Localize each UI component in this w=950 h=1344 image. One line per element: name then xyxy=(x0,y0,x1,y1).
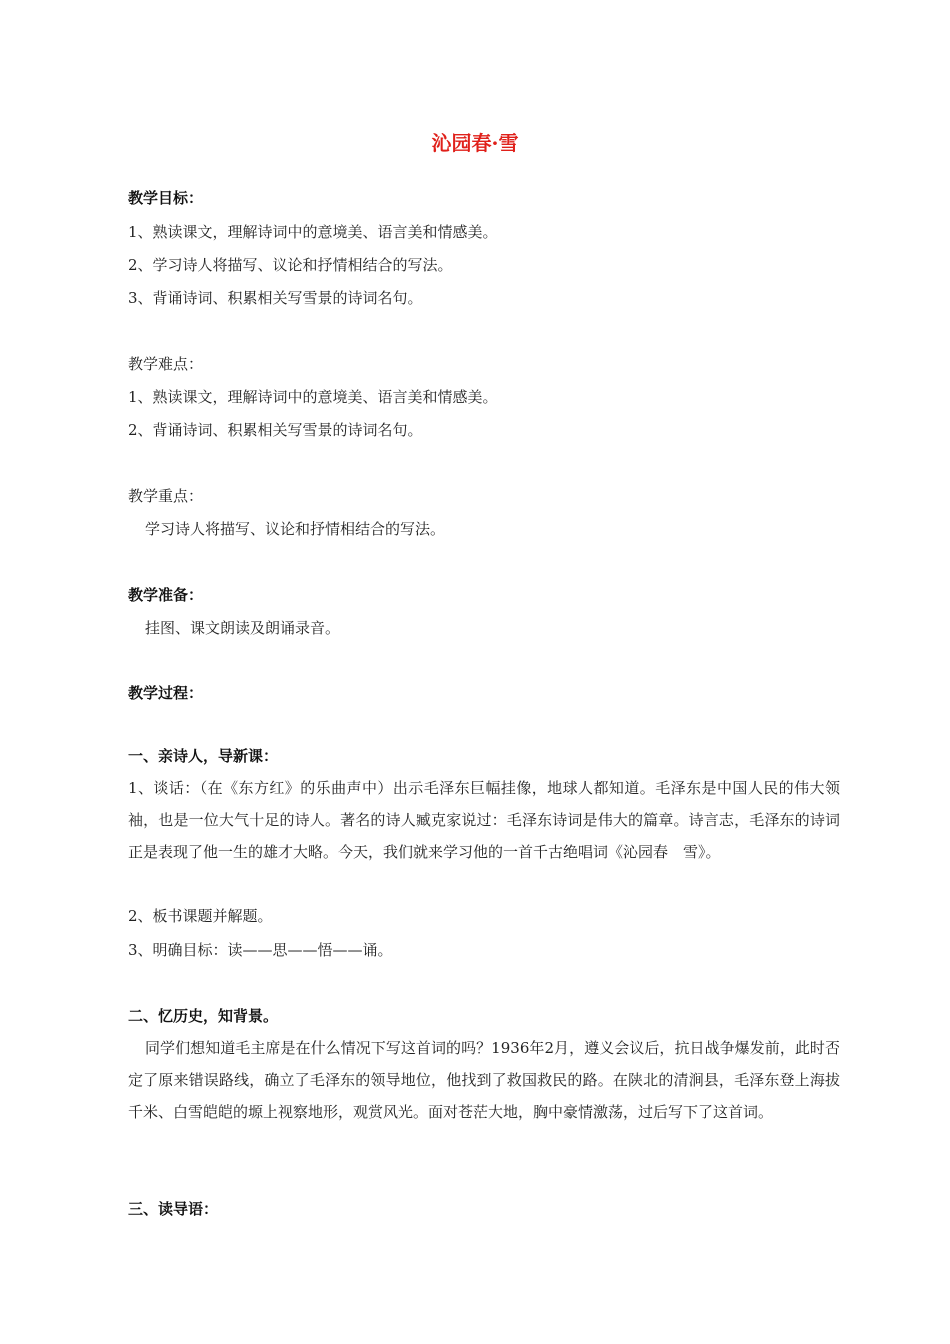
section2-text: 同学们想知道毛主席是在什么情况下写这首词的吗？1936年2月，遵义会议后，抗日战争爆发前，此时否定了原来错误路线，确立了毛泽东的领导地位，他找到了救国救民的路。在陕北的清涧县，毛泽东登上海拔千米、白雪皑皑的塬上视察地形，观赏风光。面对苍茫大地，胸中豪情激荡，过后写下了这首词。 xyxy=(128,1039,840,1121)
objective-item-3: 3、背诵诗词、积累相关写雪景的诗词名句。 xyxy=(128,289,423,307)
preparation-text: 挂图、课文朗读及朗诵录音。 xyxy=(145,619,341,637)
section2-heading: 二、忆历史，知背景。 xyxy=(128,1007,279,1025)
difficulty-item-2: 2、背诵诗词、积累相关写雪景的诗词名句。 xyxy=(128,421,423,439)
process-heading: 教学过程： xyxy=(128,684,204,702)
document-title: 沁园春·雪 xyxy=(431,131,519,155)
difficulties-heading: 教学难点： xyxy=(128,355,204,373)
section1-item3: 3、明确目标：读——思——悟——诵。 xyxy=(128,941,393,959)
section2-paragraph xyxy=(128,1032,840,1128)
section1-item2: 2、板书课题并解题。 xyxy=(128,907,273,925)
objective-item-2: 2、学习诗人将描写、议论和抒情相结合的写法。 xyxy=(128,256,453,274)
section3-heading: 三、读导语： xyxy=(128,1200,219,1218)
objectives-heading: 教学目标： xyxy=(128,189,204,207)
section1-heading: 一、亲诗人，导新课： xyxy=(128,747,279,765)
key-points-text: 学习诗人将描写、议论和抒情相结合的写法。 xyxy=(145,520,446,538)
key-points-heading: 教学重点： xyxy=(128,487,204,505)
section1-item1 xyxy=(128,772,840,868)
preparation-heading: 教学准备： xyxy=(128,586,204,604)
objective-item-1: 1、熟读课文，理解诗词中的意境美、语言美和情感美。 xyxy=(128,223,498,241)
section1-item1-text: 1、谈话：（在《东方红》的乐曲声中）出示毛泽东巨幅挂像，地球人都知道。毛泽东是中国人民的伟大领袖，也是一位大气十足的诗人。著名的诗人臧克家说过：毛泽东诗词是伟大的篇章。诗言志，毛泽东的诗词正是表现了他一生的雄才大略。今天，我们就来学习他的一首千古绝唱词《沁园春 雪》。 xyxy=(128,779,840,861)
difficulty-item-1: 1、熟读课文，理解诗词中的意境美、语言美和情感美。 xyxy=(128,388,498,406)
